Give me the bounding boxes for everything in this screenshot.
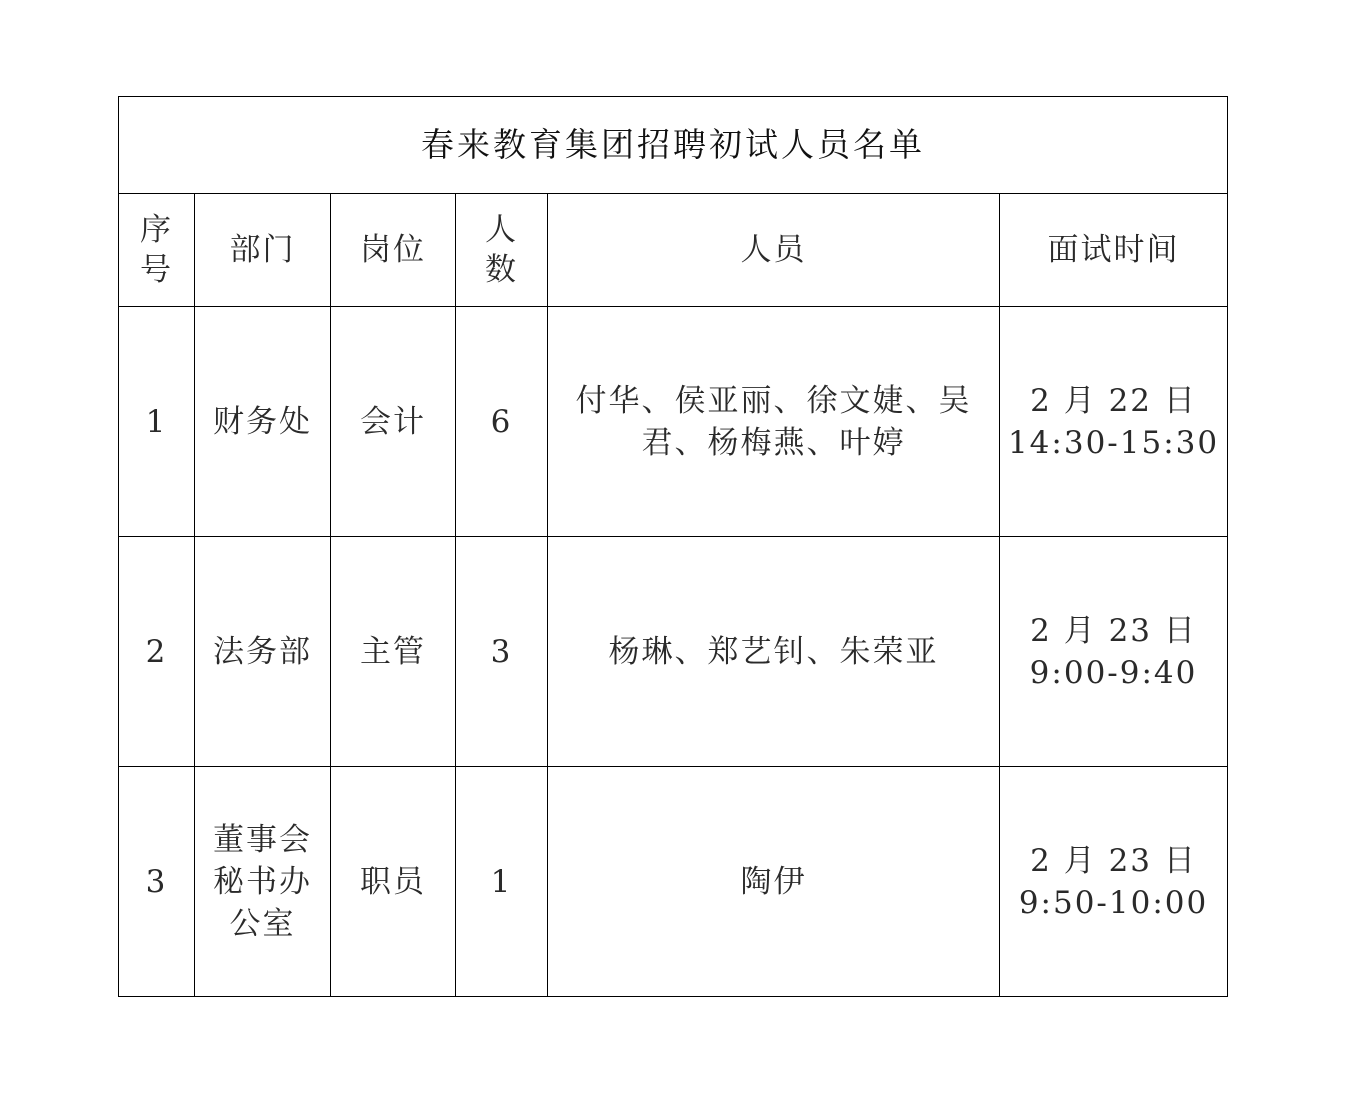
header-index: 序号 [119,194,195,307]
table-row [119,307,1228,537]
table-title: 春来教育集团招聘初试人员名单 [421,124,926,164]
cell-index: 3 [119,767,195,997]
title-row [119,97,1228,194]
interview-roster-table [118,96,1228,997]
cell-count: 3 [456,537,548,767]
cell-people: 杨琳、郑艺钊、朱荣亚 [548,537,1000,767]
header-people: 人员 [548,194,1000,307]
header-interview-time: 面试时间 [1000,194,1228,307]
cell-people: 陶伊 [548,767,1000,997]
interview-date: 2 月 23 日 [1030,612,1197,649]
interview-date: 2 月 22 日 [1030,382,1197,419]
interview-time: 9:00-9:40 [1029,654,1198,691]
cell-interview-time [1000,307,1228,537]
cell-department: 财务处 [195,307,331,537]
cell-position: 主管 [331,537,456,767]
table-title-cell [119,97,1228,194]
header-department: 部门 [195,194,331,307]
header-count: 人数 [456,194,548,307]
cell-position: 职员 [331,767,456,997]
interview-time: 14:30-15:30 [1007,424,1220,461]
interview-date: 2 月 23 日 [1030,842,1197,879]
cell-interview-time [1000,537,1228,767]
cell-count: 6 [456,307,548,537]
interview-time: 9:50-10:00 [1018,884,1209,921]
table-row [119,537,1228,767]
cell-count: 1 [456,767,548,997]
table-row [119,767,1228,997]
cell-position: 会计 [331,307,456,537]
cell-interview-time [1000,767,1228,997]
cell-department: 董事会秘书办公室 [195,767,331,997]
cell-people: 付华、侯亚丽、徐文婕、吴君、杨梅燕、叶婷 [548,307,1000,537]
header-row [119,194,1228,307]
cell-index: 2 [119,537,195,767]
cell-index: 1 [119,307,195,537]
header-position: 岗位 [331,194,456,307]
cell-department: 法务部 [195,537,331,767]
